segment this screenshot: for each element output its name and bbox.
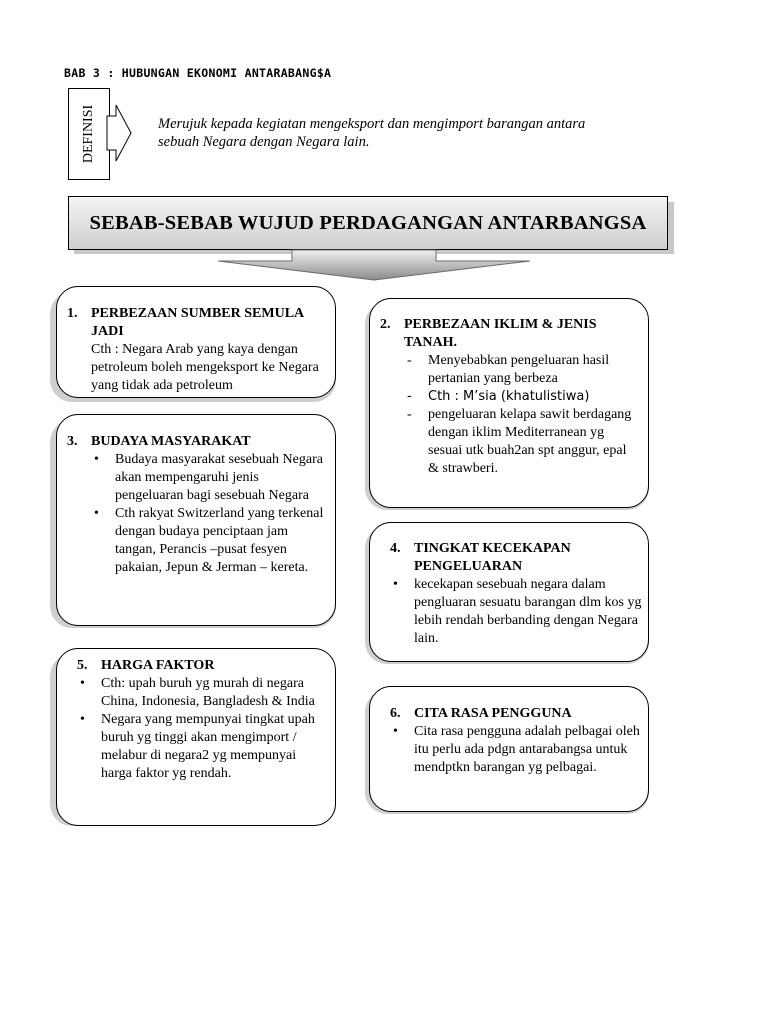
down-funnel-arrow-icon <box>214 249 534 281</box>
chapter-header: BAB 3 : HUBUNGAN EKONOMI ANTARABANG$A <box>64 66 332 80</box>
card-5-number: 5. <box>77 658 88 673</box>
card-2-list <box>404 352 640 478</box>
reason-card-1 <box>56 286 336 398</box>
definition-arrow-icon <box>106 104 132 162</box>
card-3-number: 3. <box>67 434 78 449</box>
card-1-text: Cth : Negara Arab yang kaya dengan petroleum boleh mengeksport ke Negara yang tidak ada petroleum <box>91 342 319 393</box>
reason-card-5 <box>56 648 336 826</box>
list-item: • Cth rakyat Switzerland yang terkenal dengan budaya penciptaan jam tangan, Perancis –pusat fesyen pakaian, Jepun & Jerman – kereta. <box>91 505 327 577</box>
card-2-number: 2. <box>380 317 391 332</box>
definition-text: Merujuk kepada kegiatan mengeksport dan mengimport barangan antara sebuah Negara dengan Negara lain. <box>158 116 586 150</box>
card-1-heading: PERBEZAAN SUMBER SEMULA JADI <box>91 306 304 339</box>
card-5-list <box>77 675 327 783</box>
list-item: • Cita rasa pengguna adalah pelbagai oleh itu perlu ada pdgn antarabangsa untuk mendptkn barangan yg pelbagai. <box>390 723 640 777</box>
card-6-list <box>390 723 640 777</box>
list-item: • Budaya masyarakat sesebuah Negara akan mempengaruhi jenis pengeluaran bagi sesebuah Negara <box>91 451 327 505</box>
list-item: • Negara yang mempunyai tingkat upah buruh yg tinggi akan mengimport / melabur di negara2 yg mempunyai harga faktor yg rendah. <box>77 711 327 783</box>
main-title: SEBAB-SEBAB WUJUD PERDAGANGAN ANTARBANGSA <box>89 211 647 234</box>
list-item: • Cth: upah buruh yg murah di negara China, Indonesia, Bangladesh & India <box>77 675 327 711</box>
card-6-number: 6. <box>390 706 401 721</box>
card-4-number: 4. <box>390 541 401 556</box>
card-4-heading: TINGKAT KECEKAPAN PENGELUARAN <box>414 541 571 574</box>
card-6-heading: CITA RASA PENGGUNA <box>414 706 572 721</box>
card-1-number: 1. <box>67 306 78 321</box>
list-item: - Cth : M’sia (khatulistiwa) <box>404 388 640 406</box>
main-title-box <box>68 196 668 250</box>
card-4-list <box>390 576 646 648</box>
definition-label-box <box>68 88 110 180</box>
reason-card-4 <box>369 522 649 662</box>
list-item: - Menyebabkan pengeluaran hasil pertanian yang berbeza <box>404 352 640 388</box>
card-5-heading: HARGA FAKTOR <box>101 658 215 673</box>
card-2-heading: PERBEZAAN IKLIM & JENIS TANAH. <box>404 317 597 350</box>
list-item: • kecekapan sesebuah negara dalam pengluaran sesuatu barangan dlm kos yg lebih rendah berbanding dengan Negara lain. <box>390 576 646 648</box>
card-3-heading: BUDAYA MASYARAKAT <box>91 434 251 449</box>
reason-card-3 <box>56 414 336 626</box>
card-3-list <box>91 451 327 577</box>
definition-label: DEFINISI <box>81 104 96 164</box>
list-item: - pengeluaran kelapa sawit berdagang dengan iklim Mediterranean yg sesuai utk buah2an spt anggur, epal & strawberi. <box>404 406 640 478</box>
reason-card-2 <box>369 298 649 508</box>
reason-card-6 <box>369 686 649 812</box>
